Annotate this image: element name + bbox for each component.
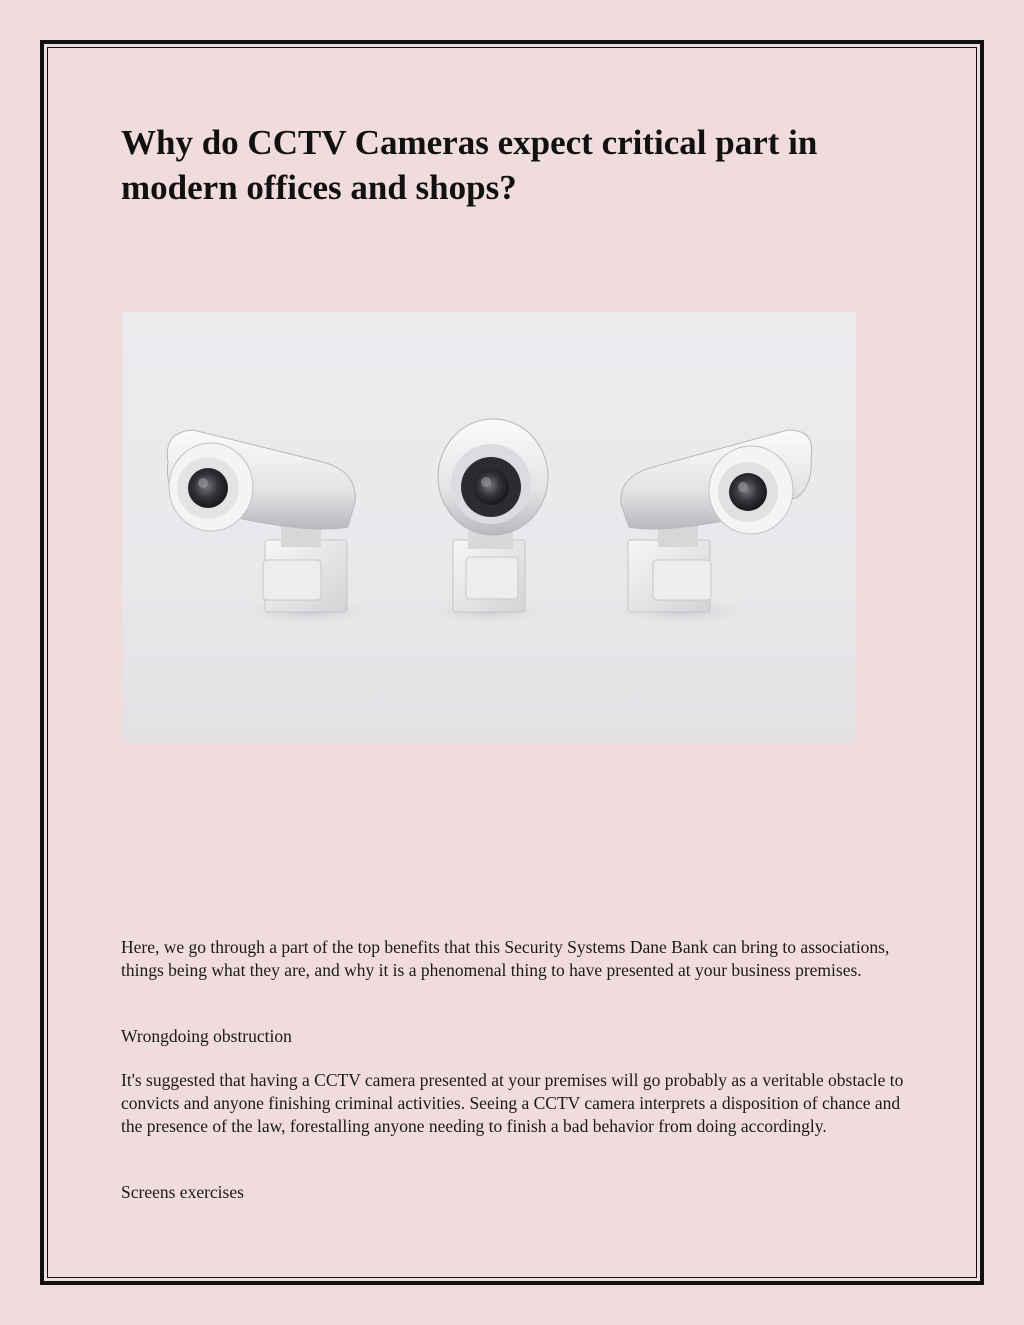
document-title: Why do CCTV Cameras expect critical part in modern offices and shops? [121, 123, 818, 207]
cctv-cameras-photo [123, 312, 856, 742]
camera-left [167, 430, 388, 626]
camera-right [603, 430, 812, 626]
paragraph-deterrence: It's suggested that having a CCTV camera presented at your premises will go probably as a veritable obstacle to convicts and anyone finishing criminal activities. Seeing a CCTV camera interprets a disposition of chance and the presence of the law, forestalling anyone needing to finish a bad behavior from doing accordingly. [121, 1070, 904, 1136]
section-heading-monitors-activities: Screens exercises [121, 1182, 244, 1202]
section-heading-crime-deterrence: Wrongdoing obstruction [121, 1026, 292, 1046]
camera-middle [418, 419, 558, 625]
paragraph-intro: Here, we go through a part of the top benefits that this Security Systems Dane Bank can bring to associations, things being what they are, and why it is a phenomenal thing to have presented at your business premises. [121, 937, 890, 980]
